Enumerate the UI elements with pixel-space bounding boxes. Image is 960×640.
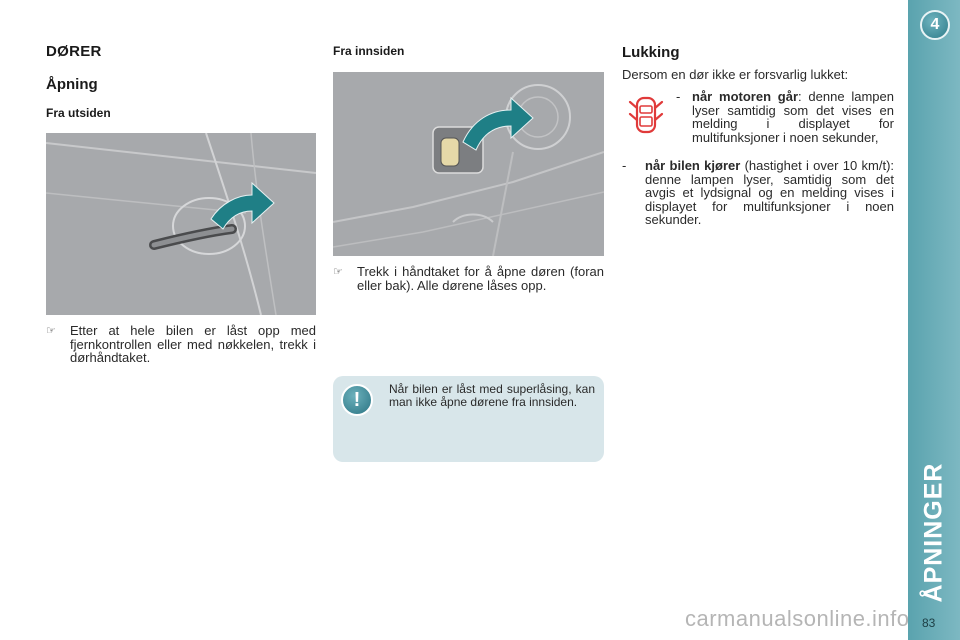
dash: - — [676, 89, 681, 104]
page-number: 83 — [922, 616, 936, 630]
chapter-badge: 4 — [920, 10, 950, 40]
chapter-title-vertical — [908, 462, 960, 603]
pointing-hand-icon: ☞ — [333, 266, 343, 278]
engine-running-item — [676, 90, 894, 144]
chapter-title: ÅPNINGER — [919, 462, 948, 603]
inside-instruction — [333, 265, 604, 292]
closing-title: Lukking — [622, 44, 680, 61]
exclamation-icon: ! — [341, 384, 373, 416]
driving-item — [622, 159, 894, 227]
inside-handle-illustration — [333, 72, 604, 256]
subheading-outside: Fra utsiden — [46, 106, 111, 120]
inside-instruction-text: Trekk i håndtaket for å åpne døren (foran eller bak). Alle dørene låses opp. — [357, 264, 604, 293]
pointing-hand-icon: ☞ — [46, 325, 56, 337]
driving-label: når bilen kjører — [645, 158, 741, 173]
outside-instruction-text: Etter at hele bilen er låst opp med fjernkontrollen eller med nøkkelen, trekk i dørhåndtaket. — [70, 323, 316, 365]
outside-handle-illustration — [46, 133, 316, 315]
watermark: carmanualsonline.info — [685, 606, 910, 631]
closing-intro: Dersom en dør ikke er forsvarlig lukket: — [622, 67, 849, 82]
door-open-warning-icon — [628, 94, 664, 141]
outside-instruction — [46, 324, 316, 365]
driving-text — [645, 159, 894, 227]
subheading-inside: Fra innsiden — [333, 44, 405, 58]
superlock-note — [333, 376, 604, 462]
door-handle-interior-drawing — [333, 72, 604, 256]
superlock-note-text: Når bilen er låst med superlåsing, kan man ikke åpne dørene fra innsiden. — [389, 382, 595, 409]
engine-running-label: når motoren går — [692, 89, 799, 104]
dash: - — [622, 158, 627, 173]
driving-description: (hastighet i over 10 km/t): denne lampen lyser, samtidig som det avgis et lydsignal og en melding vises i displayet for multifunksjoner i noen sekunder. — [645, 158, 895, 227]
section-title: DØRER — [46, 43, 102, 60]
chapter-sidebar — [908, 0, 960, 640]
engine-running-text — [692, 90, 894, 144]
subsection-title: Åpning — [46, 76, 98, 93]
door-handle-exterior-drawing — [46, 133, 316, 315]
engine-running-description: : denne lampen lyser samtidig som det vises en melding i displayet for multifunksjoner i noen sekunder, — [692, 89, 894, 145]
